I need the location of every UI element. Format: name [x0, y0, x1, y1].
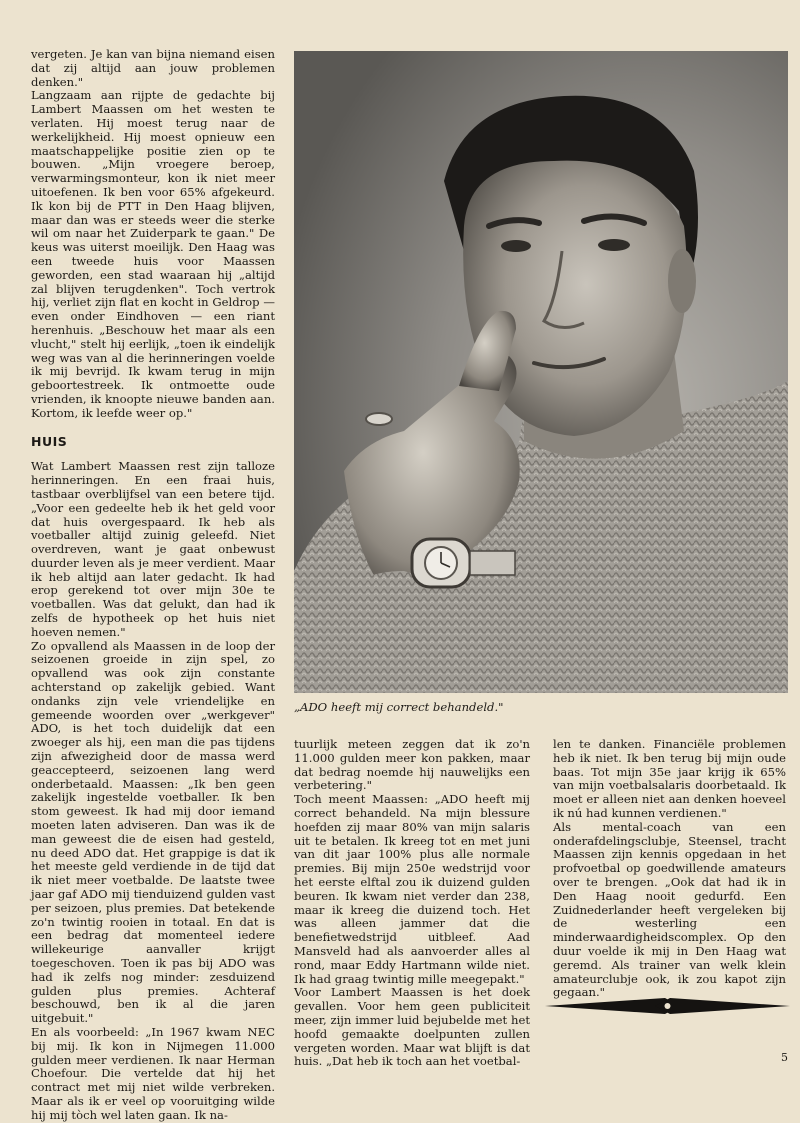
paragraph: Voor Lambert Maassen is het doek gevallen. Voor hem geen publiciteit meer, zijn immer luid bejubelde met het hoofd gemaakte doelpunten zullen vergeten worden. Maar wat blijft is dat huis. „Dat heb ik toch aan het voetbal- — [294, 985, 530, 1069]
paragraph: Wat Lambert Maassen rest zijn talloze herinneringen. En een fraai huis, tastbaar overblijfsel van een betere tijd. „Voor een gedeelte heb ik het geld voor dat huis overgespaard. Ik heb als voetballer altijd zuinig geleefd. Niet overdreven, want je gaat onbewust duurder leven als je meer verdient. Maar ik heb altijd aan later gedacht. Ik had erop gerekend tot over mijn 30e te voetballen. Was dat gelukt, dan had ik zelfs de hypotheek op het huis niet hoeven nemen." — [31, 459, 275, 639]
paragraph: Zo opvallend als Maassen in de loop der seizoenen groeide in zijn spel, zo opvallend was ook zijn constante achterstand op zakelijk gebied. Want ondanks zijn vele vriendelijke en gemeende woorden over „werkgever" ADO, is het toch duidelijk dat een zwoeger als hij, een man die pas tijdens zijn afwezigheid door de massa werd geaccepteerd, seizoenen lang werd onderbetaald. Maassen: „Ik ben geen zakelijk ingestelde voetballer. Ik ben stom geweest. Ik had mij door iemand moeten laten adviseren. Dan was ik de man geweest die de eisen had gesteld, nu deed ADO dat. Het grappige is dat ik het meeste geld verdiende in de tijd dat ik niet meer voetbalde. De laatste twee jaar gaf ADO mij tienduizend gulden vast per seizoen, plus premies. Dat betekende zo'n twintig rooien in totaal. En dat is een bedrag dat momenteel iedere willekeurige aanvaller krijgt toegeschoven. Toen ik pas bij ADO was had ik zelfs nog minder: zesduizend gulden plus premies. Achteraf beschouwd, ben ik al die jaren uitgebuit." — [31, 638, 275, 1026]
paragraph: Toch meent Maassen: „ADO heeft mij correct behandeld. Na mijn blessure hoefden zij maar 80% van mijn salaris uit te betalen. Ik kreeg tot en met juni van dit jaar 100% plus alle normale premies. Bij mijn 250e wedstrijd voor het eerste elftal zou ik duizend gulden beuren. Ik kwam niet verder dan 238, maar ik kreeg die duizend toch. Het was alleen jammer dat die benefietwedstrijd uitbleef. Aad Mansveld had als aanvoerder alles al rond, maar Eddy Hartmann wilde niet. Ik had graag twintig mille meegepakt." — [294, 792, 530, 986]
section-heading: HUIS — [31, 433, 68, 449]
paragraph: Als mental-coach van een onderafdelingsclubje, Steensel, tracht Maassen zijn kennis opgedaan in het profvoetbal op goedwillende amateurs over te brengen. „Ook dat had ik in Den Haag nooit gedurfd. Een Zuidnederlander heeft vergeleken bij de westerling een minderwaardigheidscomplex. Op den duur voelde ik mij in Den Haag wat geremd. Als trainer van welk klein amateurclubje ook, ik zou kapot zijn gegaan." — [553, 819, 786, 1000]
paragraph: En als voorbeeld: „In 1967 kwam NEC bij mij. Ik kon in Nijmegen 11.000 gulden meer verdienen. Ik naar Herman Choefour. Die vertelde dat hij het contract met mij niet wilde verbreken. Maar als ik er veel op vooruitging wilde hij mij tòch wel laten gaan. Ik na- — [31, 1024, 275, 1122]
paragraph: tuurlijk meteen zeggen dat ik zo'n 11.000 gulden meer kon pakken, maar dat bedrag noemde hij nauwelijks een verbetering." — [294, 737, 530, 793]
page-number: 5 — [781, 1051, 788, 1064]
right-column — [553, 738, 786, 1000]
portrait-photo — [294, 51, 788, 693]
end-ornament — [545, 996, 790, 1016]
paragraph: Langzaam aan rijpte de gedachte bij Lambert Maassen om het westen te verlaten. Hij moest terug naar de werkelijkheid. Hij moest opnieuw een maatschappelijke positie zien op te bouwen. „Mijn vroegere beroep, verwarmingsmonteur, kon ik niet meer uitoefenen. Ik ben voor 65% afgekeurd. Ik kon bij de PTT in Den Haag blijven, maar dan was er steeds weer die sterke wil om naar het Zuiderpark te gaan." De keus was uiterst moeilijk. Den Haag was een tweede huis voor Maassen geworden, een stad waaraan hij „altijd zal blijven terugdenken". Toch vertrok hij, verliet zijn flat en kocht in Geldrop — even onder Eindhoven — een riant herenhuis. „Beschouw het maar als een vlucht," stelt hij eerlijk, „toen ik eindelijk weg was van al die herinneringen voelde ik mij bevrijd. Ik kwam terug in mijn geboortestreek. Ik ontmoette oude vrienden, ik knoopte nieuwe banden aan. Kortom, ik leefde weer op." — [31, 88, 275, 420]
left-column — [31, 48, 275, 1123]
middle-column — [294, 738, 530, 1069]
photo-caption: „ADO heeft mij correct behandeld." — [294, 700, 504, 714]
paragraph: vergeten. Je kan van bijna niemand eisen dat zij altijd aan jouw problemen denken." — [31, 47, 275, 89]
paragraph: len te danken. Financiële problemen heb ik niet. Ik ben terug bij mijn oude baas. Tot mijn 35e jaar krijg ik 65% van mijn voetbalsalaris doorbetaald. Ik moet er alleen niet aan denken hoeveel ik nú had kunnen verdienen." — [553, 737, 786, 820]
